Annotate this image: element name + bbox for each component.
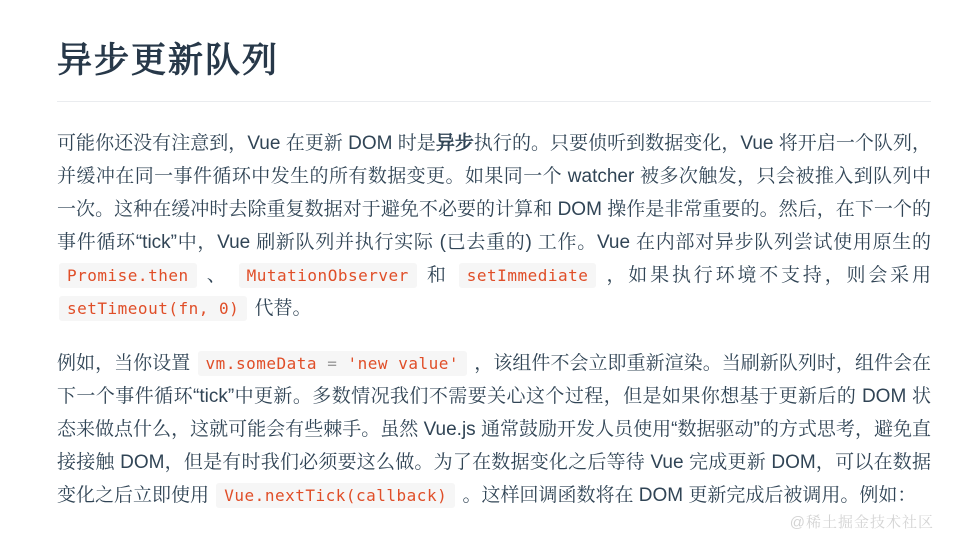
inline-code-part: MutationObserver (246, 266, 409, 285)
inline-code (59, 296, 247, 321)
text-run: 执行的。只要侦听到数据变化，Vue 将开启一个队列，并缓冲在同一事件循环中发生的所有数据变更。如果同一个 watcher 被多次触发，只会被推入到队列中一次。这种在缓冲时去除重复数据对于避免不必要的计算和 DOM 操作是非常重要的。然后，在下一个的事件循环“tick”中，Vue 刷新队列并执行实际 (已去重的) 工作。Vue 在内部对异步队列尝试使用原生的 (57, 133, 931, 253)
text-run: 。这样回调函数将在 DOM 更新完成后被调用。例如： (457, 485, 917, 506)
text-run: ，如果执行环境不支持，则会采用 (598, 265, 931, 286)
article-body (57, 127, 931, 512)
inline-code-part: vm.someData (205, 354, 328, 373)
inline-code-part: setImmediate (466, 266, 589, 285)
text-run: 可能你还没有注意到，Vue 在更新 DOM 时是 (57, 133, 436, 154)
text-run: ，该组件不会立即重新渲染。当刷新队列时，组件会在下一个事件循环“tick”中更新。多数情况我们不需要关心这个过程，但是如果你想基于更新后的 DOM 状态来做点什么，这就可能会有些棘手。虽然 Vue.js 通常鼓励开发人员使用“数据驱动”的方式思考，避免直接接触 DOM，但是有时我们必须要这么做。为了在数据变化之后等待 Vue 完成更新 DOM，可以在数据变化之后立即使用 (57, 353, 932, 506)
watermark: @稀土掘金技术社区 (789, 514, 934, 531)
paragraph (57, 347, 931, 512)
inline-code-part: = (327, 354, 348, 373)
text-run: 和 (418, 265, 457, 286)
inline-code (198, 351, 467, 376)
title-divider (57, 101, 931, 102)
inline-code (216, 483, 455, 508)
inline-code (59, 263, 197, 288)
inline-code (459, 263, 597, 288)
inline-code-part: Vue.nextTick(callback) (224, 486, 448, 505)
text-run: 例如，当你设置 (57, 353, 196, 374)
inline-code-part: 'new value' (347, 354, 459, 373)
bold-text: 异步 (435, 133, 474, 154)
inline-code (239, 263, 417, 288)
paragraph (57, 127, 931, 325)
inline-code-part: setTimeout(fn, 0) (67, 299, 240, 318)
text-run: 、 (198, 265, 237, 286)
page-title: 异步更新队列 (57, 41, 280, 80)
inline-code-part: Promise.then (67, 266, 189, 285)
text-run: 代替。 (249, 298, 312, 319)
